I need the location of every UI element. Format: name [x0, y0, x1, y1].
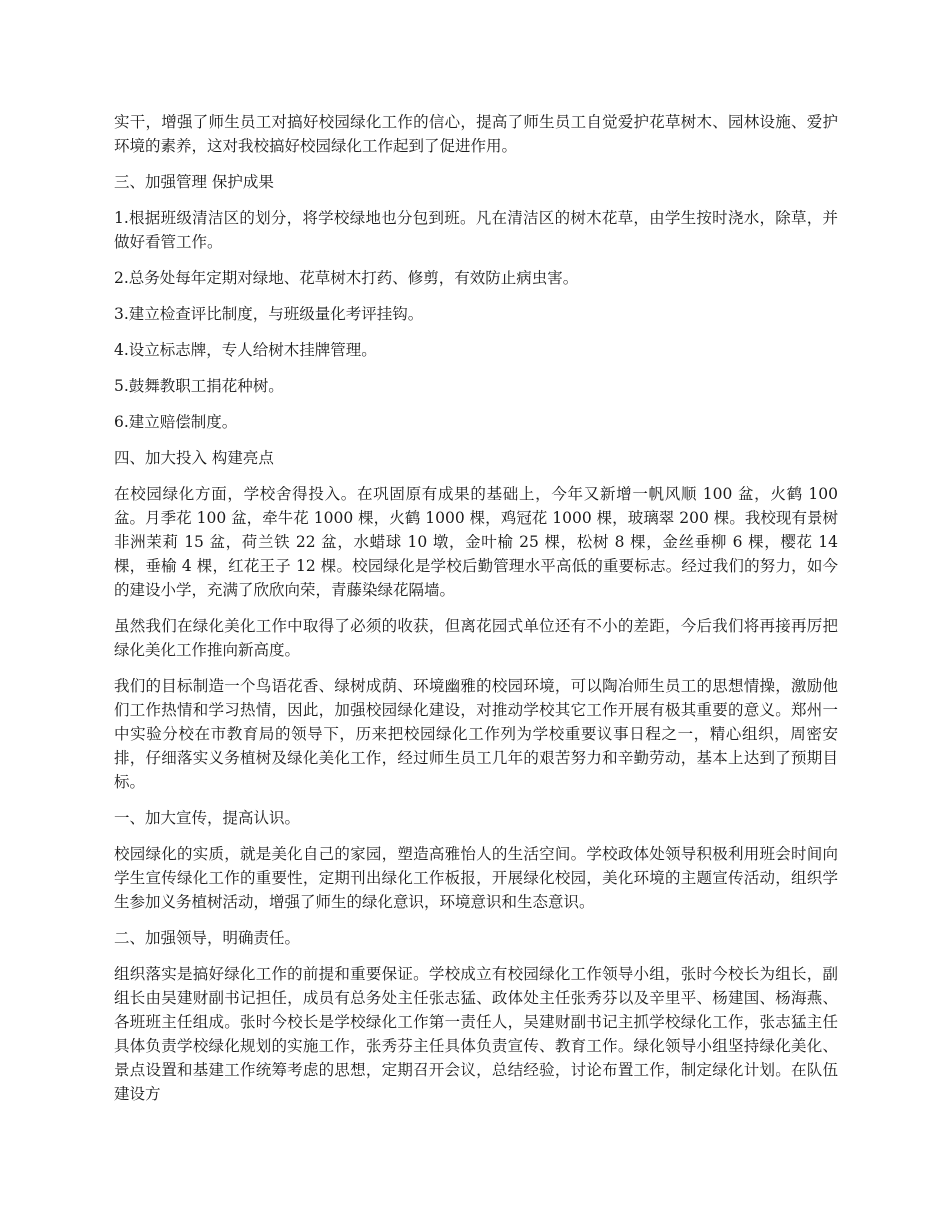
heading-section-four: 四、加大投入 构建亮点: [114, 449, 274, 467]
heading-publicity: 一、加大宣传，提高认识。: [114, 809, 301, 827]
list-item-1: 1.根据班级清洁区的划分，将学校绿地也分包到班。凡在清洁区的树木花草，由学生按时浇水，除草，并做好看管工作。: [114, 209, 838, 251]
list-item-2: 2.总务处每年定期对绿地、花草树木打药、修剪，有效防止病虫害。: [114, 269, 579, 287]
paragraph-goal: 我们的目标制造一个鸟语花香、绿树成荫、环境幽雅的校园环境，可以陶冶师生员工的思想情操，激励他们工作热情和学习热情，因此，加强校园绿化建设，对推动学校其它工作开展有极其重要的意义。郑州一中实验分校在市教育局的领导下，历来把校园绿化工作列为学校重要议事日程之一，精心组织，周密安排，仔细落实义务植树及绿化美化工作，经过师生员工几年的艰苦努力和辛勤劳动，基本上达到了预期目标。: [114, 677, 838, 791]
document-body: [114, 110, 838, 1118]
paragraph-gap: 虽然我们在绿化美化工作中取得了必须的收获，但离花园式单位还有不小的差距，今后我们将再接再厉把绿化美化工作推向新高度。: [114, 617, 838, 659]
paragraph-intro-continuation: 实干，增强了师生员工对搞好校园绿化工作的信心，提高了师生员工自觉爱护花草树木、园林设施、爱护环境的素养，这对我校搞好校园绿化工作起到了促进作用。: [114, 113, 838, 155]
paragraph-leadership: 组织落实是搞好绿化工作的前提和重要保证。学校成立有校园绿化工作领导小组，张时今校长为组长，副组长由吴建财副书记担任，成员有总务处主任张志猛、政体处主任张秀芬以及辛里平、杨建国、杨海燕、各班班主任组成。张时今校长是学校绿化工作第一责任人，吴建财副书记主抓学校绿化工作，张志猛主任具体负责学校绿化规划的实施工作，张秀芬主任具体负责宣传、教育工作。绿化领导小组坚持绿化美化、景点设置和基建工作统筹考虑的思想，定期召开会议，总结经验，讨论布置工作，制定绿化计划。在队伍建设方: [114, 965, 838, 1103]
paragraph-investment: 在校园绿化方面，学校舍得投入。在巩固原有成果的基础上，今年又新增一帆风顺 100 盆，火鹤 100 盆。月季花 100 盆，牵牛花 1000 棵，火鹤 1000 棵，鸡冠花 1000 棵，玻璃翠 200 棵。我校现有景树非洲茉莉 15 盆，荷兰铁 22 盆，水蜡球 10 墩，金叶榆 25 棵，松树 8 棵，金丝垂柳 6 棵，樱花 14 棵，垂榆 4 棵，红花王子 12 棵。校园绿化是学校后勤管理水平高低的重要标志。经过我们的努力，如今的建设小学，充满了欣欣向荣，青藤染绿花隔墙。: [114, 485, 838, 599]
list-item-3: 3.建立检查评比制度，与班级量化考评挂钩。: [114, 305, 424, 323]
paragraph-publicity: 校园绿化的实质，就是美化自己的家园，塑造高雅怡人的生活空间。学校政体处领导积极利用班会时间向学生宣传绿化工作的重要性，定期刊出绿化工作板报，开展绿化校园，美化环境的主题宣传活动，组织学生参加义务植树活动，增强了师生的绿化意识，环境意识和生态意识。: [114, 845, 838, 911]
list-item-6: 6.建立赔偿制度。: [114, 413, 238, 431]
list-item-5: 5.鼓舞教职工捐花种树。: [114, 377, 284, 395]
heading-section-three: 三、加强管理 保护成果: [114, 173, 274, 191]
list-item-4: 4.设立标志牌，专人给树木挂牌管理。: [114, 341, 377, 359]
heading-leadership: 二、加强领导，明确责任。: [114, 929, 301, 947]
